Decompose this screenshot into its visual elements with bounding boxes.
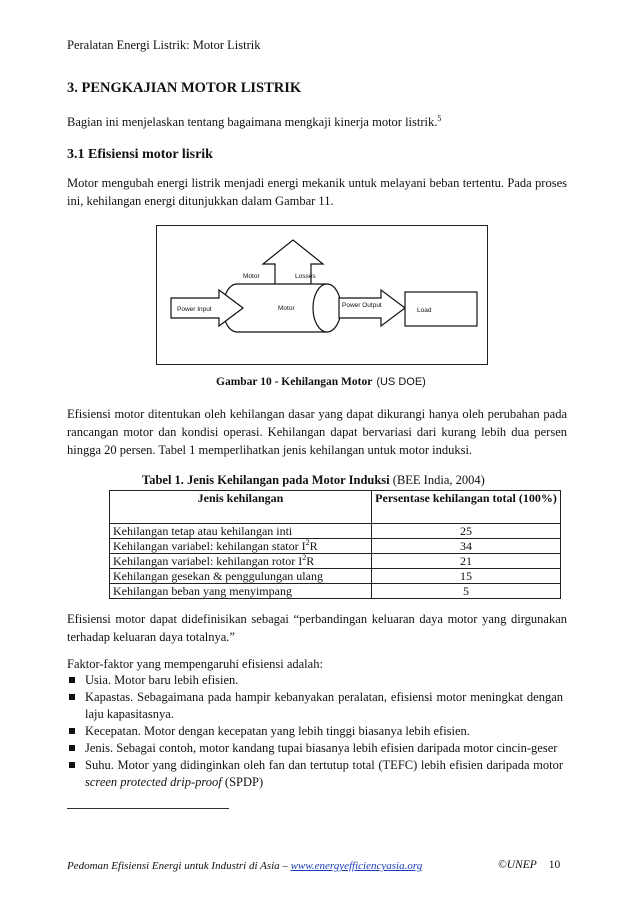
table-row	[110, 539, 561, 554]
table-cell-sup: 2	[305, 538, 310, 547]
table-cell-type-suffix: R	[309, 539, 318, 553]
footnote-separator	[67, 808, 229, 809]
table-cell-type-text: Kehilangan variabel: kehilangan rotor I	[113, 554, 303, 568]
subsection-title: 3.1 Efisiensi motor lisrik	[67, 147, 213, 162]
footer-copyright: ©UNEP	[498, 859, 537, 871]
table-cell-value: 15	[372, 569, 561, 584]
table-row	[110, 554, 561, 569]
paragraph-3: Efisiensi motor dapat didefinisikan sebagai “perbandingan keluaran daya motor yang dirgunakan terhadap keluaran daya totalnya.”	[67, 612, 567, 644]
list-item-italic: screen protected drip-proof	[85, 775, 222, 789]
intro-text: Bagian ini menjelaskan tentang bagaimana mengkaji kinerja motor listrik.	[67, 115, 438, 129]
paragraph-1: Motor mengubah energi listrik menjadi energi mekanik untuk melayani beban tertentu. Pada proses ini, kehilangan energi ditunjukkan dalam Gambar 11.	[67, 176, 567, 208]
motor-right-end	[313, 284, 341, 332]
table-cell-type-suffix: R	[306, 554, 315, 568]
table-cell-sup: 2	[302, 553, 307, 562]
table-cell-type: Kehilangan gesekan & penggulungan ulang	[110, 569, 372, 584]
label-load: Load	[417, 307, 432, 314]
list-item	[67, 672, 563, 689]
list-item-text: Jenis. Sebagai contoh, motor kandang tupai biasanya lebih efisien daripada motor cincin-geser	[85, 741, 558, 755]
footnote-ref: 5	[437, 113, 442, 123]
list-item	[67, 740, 563, 757]
label-power-input: Power Input	[177, 306, 212, 313]
figure-caption-source: (US DOE)	[376, 376, 426, 388]
label-power-output: Power Output	[342, 302, 382, 309]
footer-right	[498, 859, 560, 871]
page-footer	[67, 860, 422, 872]
load-box	[405, 292, 477, 326]
table-source: (BEE India, 2004)	[392, 473, 485, 487]
list-item-text: Usia. Motor baru lebih efisien.	[85, 673, 239, 687]
losses-table	[109, 490, 561, 599]
list-item	[67, 757, 563, 791]
table-title-text: Tabel 1. Jenis Kehilangan pada Motor Induksi	[142, 473, 390, 487]
footer-link[interactable]: www.energyefficiencyasia.org	[290, 860, 423, 872]
running-header: Peralatan Energi Listrik: Motor Listrik	[67, 38, 261, 52]
label-motor-losses-1: Motor	[243, 273, 260, 280]
list-item-text: Suhu. Motor yang didinginkan oleh fan dan tertutup total (TEFC) lebih efisien daripada motor	[85, 758, 563, 772]
table-cell-type-text: Kehilangan variabel: kehilangan stator I	[113, 539, 306, 553]
table-header-type: Jenis kehilangan	[110, 491, 372, 524]
motor-losses-diagram	[157, 226, 487, 364]
factors-list	[67, 672, 563, 791]
list-item	[67, 723, 563, 740]
bullet-icon	[69, 762, 75, 768]
motor-losses-figure	[156, 225, 488, 365]
list-item	[67, 689, 563, 723]
bullet-icon	[69, 694, 75, 700]
section-title: 3. PENGKAJIAN MOTOR LISTRIK	[67, 80, 302, 96]
bullet-icon	[69, 677, 75, 683]
bullet-icon	[69, 745, 75, 751]
table-cell-type	[110, 554, 372, 569]
page-number: 10	[548, 859, 561, 871]
figure-caption-text: Gambar 10 - Kehilangan Motor	[216, 376, 373, 388]
table-header-row	[110, 491, 561, 524]
list-item-text-suffix: (SPDP)	[221, 775, 264, 789]
table-cell-value: 21	[372, 554, 561, 569]
paragraph-2: Efisiensi motor ditentukan oleh kehilangan dasar yang dapat dikurangi hanya oleh perubahan pada rancangan motor dan kondisi operasi. Kehilangan dapat bervariasi dari kurang lebih dua persen hingga 20 persen. Tabel 1 memperlihatkan jenis kehilangan untuk motor induksi.	[67, 407, 567, 457]
table-row	[110, 524, 561, 539]
figure-caption	[216, 376, 426, 388]
bullet-icon	[69, 728, 75, 734]
footer-text: Pedoman Efisiensi Energi untuk Industri di Asia –	[67, 860, 288, 872]
table-header-percent: Persentase kehilangan total (100%)	[372, 491, 561, 524]
section-intro	[67, 113, 567, 131]
table-cell-value: 34	[372, 539, 561, 554]
factors-intro: Faktor-faktor yang mempengaruhi efisiensi adalah:	[67, 657, 323, 671]
list-item-text: Kapastas. Sebagaimana pada hampir kebanyakan peralatan, efisiensi motor meningkat dengan laju kapasitasnya.	[85, 690, 563, 721]
list-item-text: Kecepatan. Motor dengan kecepatan yang lebih tinggi biasanya lebih efisien.	[85, 724, 470, 738]
table-cell-type: Kehilangan tetap atau kehilangan inti	[110, 524, 372, 539]
table-cell-type: Kehilangan beban yang menyimpang	[110, 584, 372, 599]
label-motor: Motor	[278, 305, 295, 312]
table-cell-value: 25	[372, 524, 561, 539]
table-row	[110, 584, 561, 599]
table-cell-type	[110, 539, 372, 554]
table-cell-value: 5	[372, 584, 561, 599]
table-title	[142, 473, 485, 488]
label-motor-losses-2: Losses	[295, 273, 316, 280]
table-row	[110, 569, 561, 584]
